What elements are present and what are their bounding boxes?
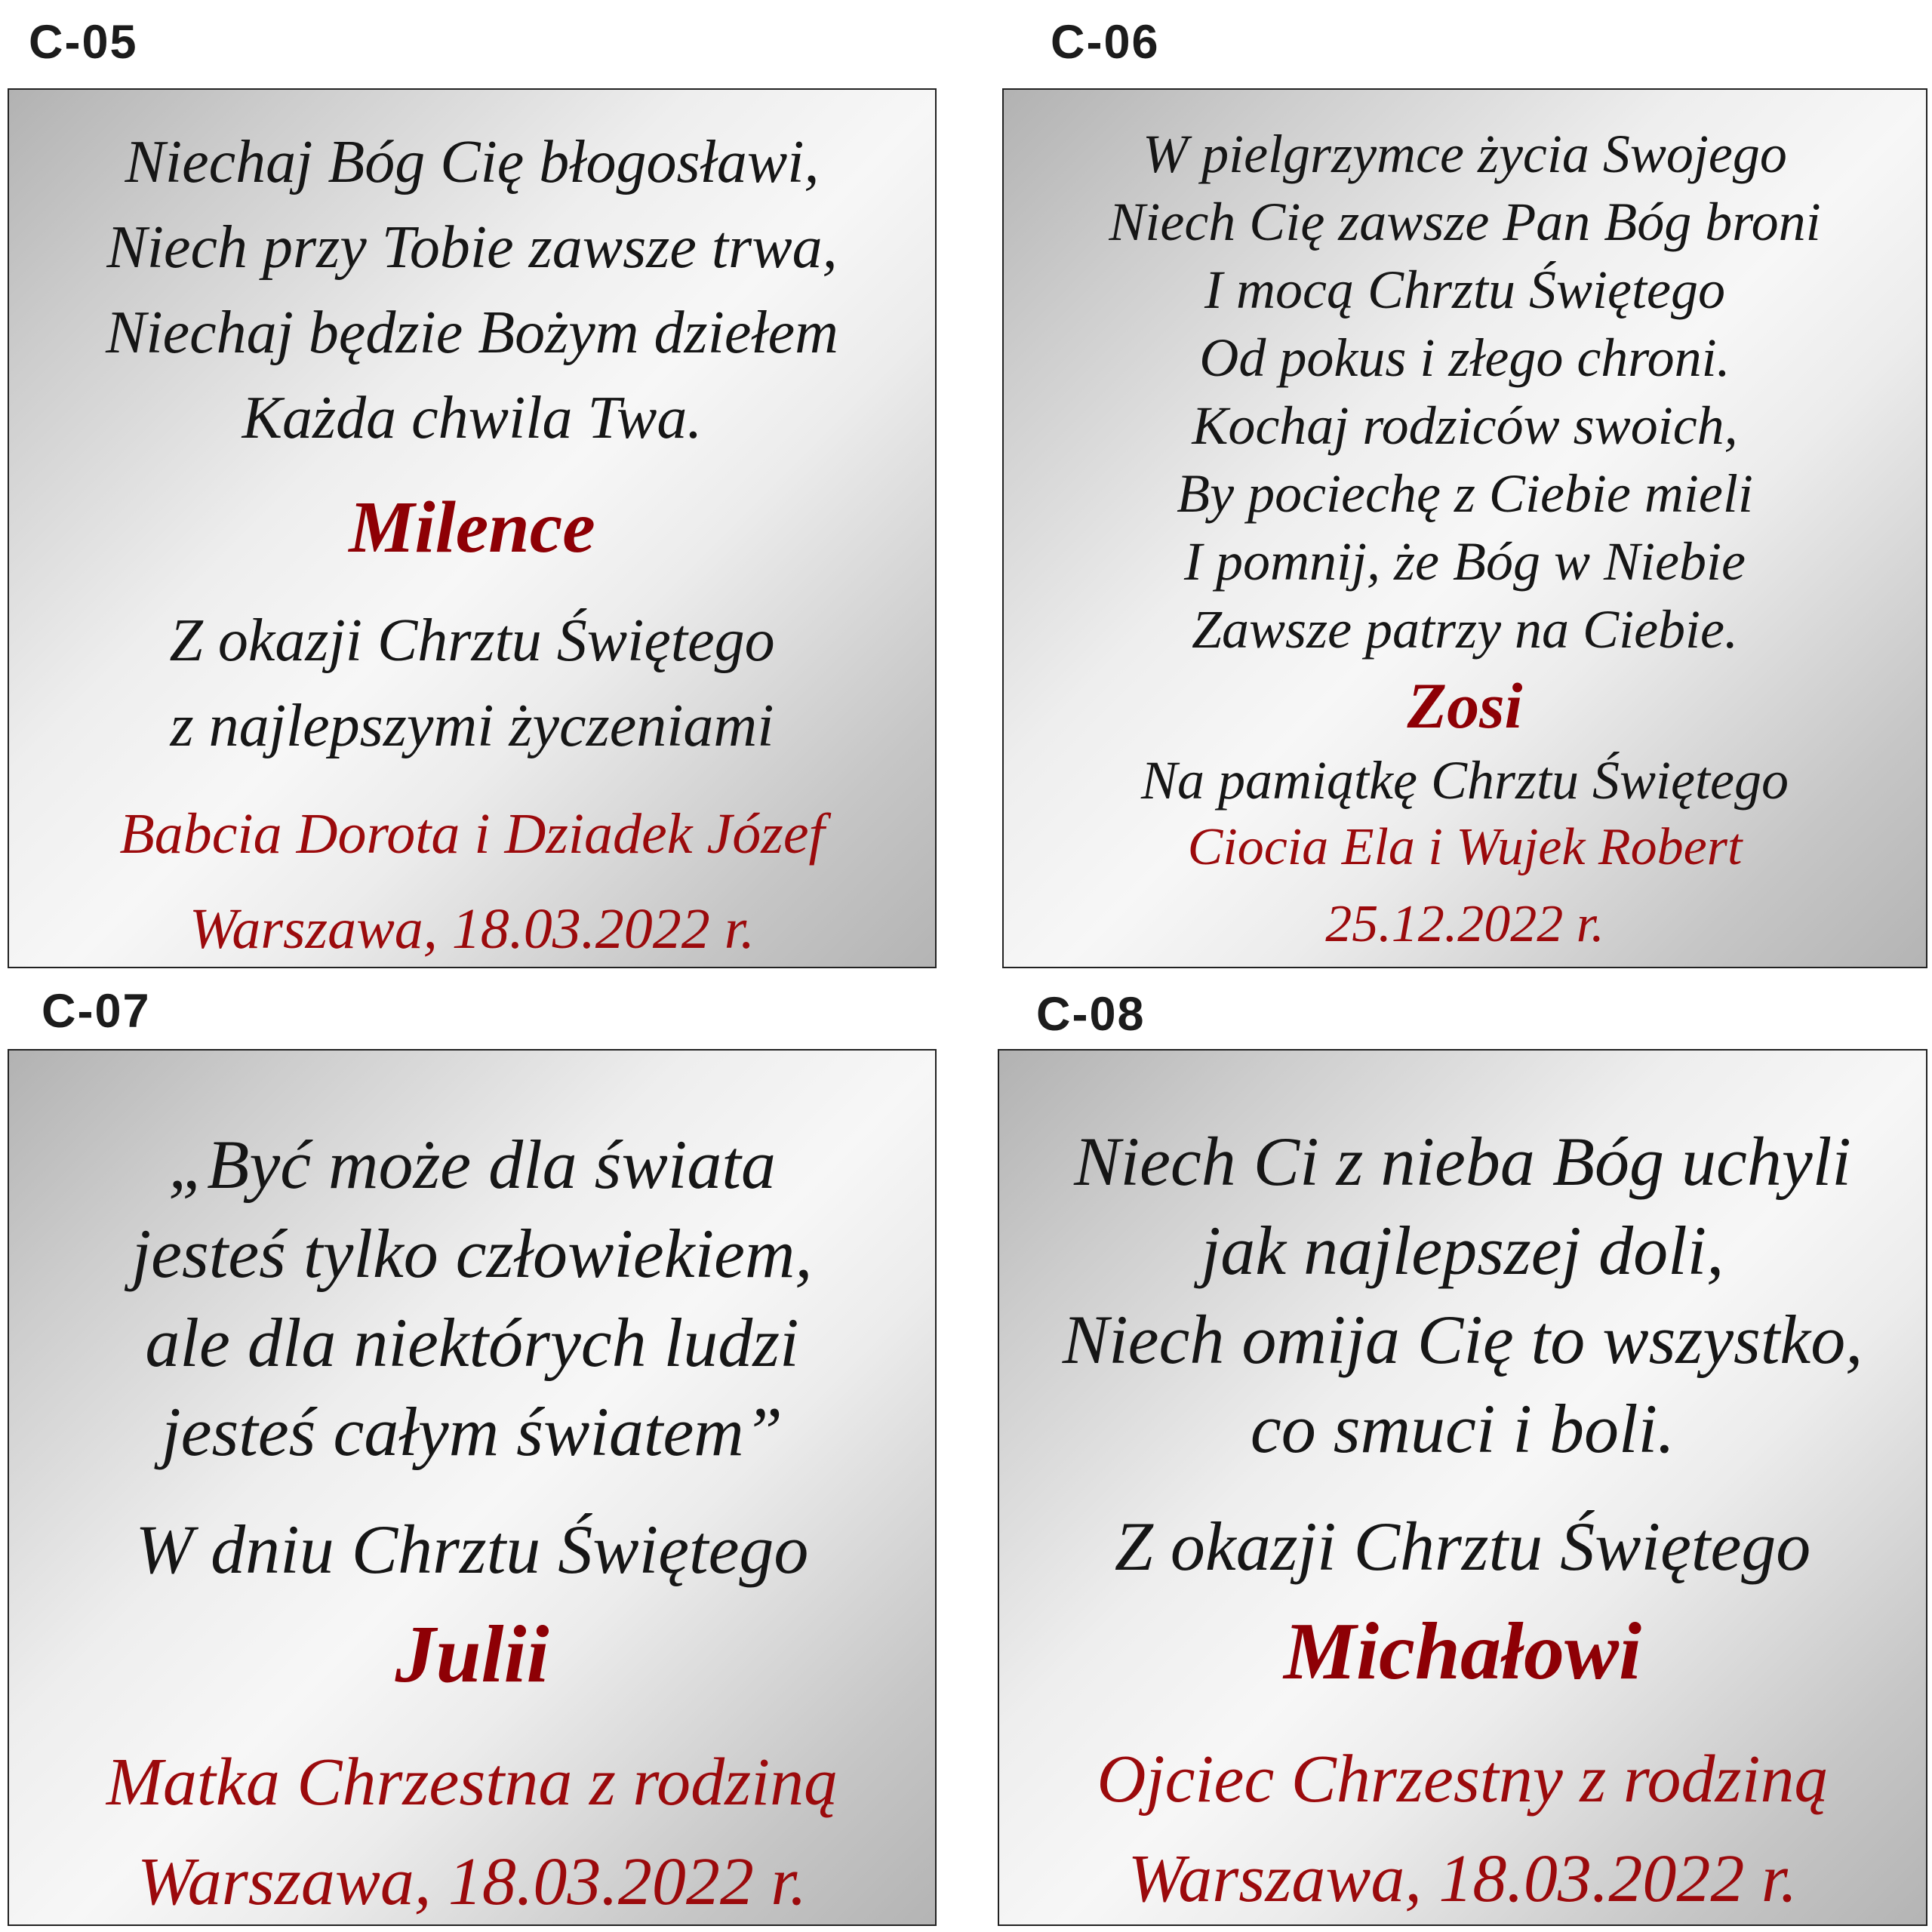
verse-line: Każda chwila Twa. [242, 385, 703, 451]
greeting-card [998, 1049, 1927, 1926]
verse-line: Od pokus i złego chroni. [1199, 328, 1730, 388]
verse-line: Niech Ci z nieba Bóg uchyli [1074, 1123, 1851, 1200]
quote-line: ale dla niektórych ludzi [145, 1304, 799, 1381]
signature-line: Ciocia Ela i Wujek Robert [1187, 818, 1743, 876]
verse-line: co smuci i boli. [1250, 1390, 1675, 1467]
place-date-line: Warszawa, 18.03.2022 r. [189, 897, 755, 961]
verse-line: I pomnij, że Bóg w Niebie [1184, 531, 1746, 592]
signature-line: Matka Chrzestna z rodziną [106, 1745, 838, 1820]
place-date-line: Warszawa, 18.03.2022 r. [137, 1844, 807, 1919]
verse-line: W pielgrzymce życia Swojego [1143, 124, 1787, 184]
verse-line: Niech przy Tobie zawsze trwa, [106, 214, 838, 281]
occasion-line: W dniu Chrztu Świętego [135, 1511, 809, 1588]
verse-line: Niech Cię zawsze Pan Bóg broni [1109, 192, 1821, 252]
verse-line: By pociechę z Ciebie mieli [1177, 463, 1753, 524]
greeting-card [1002, 88, 1927, 968]
quote-line: jesteś tylko człowiekiem, [131, 1215, 813, 1292]
plate-code-label: C-07 [42, 985, 151, 1038]
verse-line: Niechaj Bóg Cię błogosławi, [125, 129, 820, 195]
verse-line: I mocą Chrztu Świętego [1204, 260, 1725, 320]
greeting-card [8, 88, 937, 968]
plate-code-label: C-05 [29, 16, 138, 69]
verse-line: Niech omija Cię to wszystko, [1062, 1301, 1863, 1378]
recipient-name: Michałowi [1283, 1607, 1642, 1697]
plate-code-label: C-08 [1036, 988, 1146, 1041]
verse-line: Niechaj będzie Bożym dziełem [106, 300, 838, 366]
recipient-name: Julii [395, 1610, 549, 1700]
recipient-name: Zosi [1407, 669, 1523, 742]
occasion-line: Na pamiątkę Chrztu Świętego [1141, 750, 1789, 811]
wishes-line: z najlepszymi życzeniami [170, 693, 774, 759]
quote-line: „Być może dla świata [168, 1126, 776, 1203]
verse-line: Kochaj rodziców swoich, [1192, 395, 1738, 456]
signature-line: Babcia Dorota i Dziadek Józef [119, 802, 825, 866]
occasion-line: Z okazji Chrztu Świętego [169, 608, 775, 674]
verse-line: Zawsze patrzy na Ciebie. [1191, 599, 1738, 660]
date-line: 25.12.2022 r. [1325, 895, 1604, 953]
signature-line: Ojciec Chrzestny z rodziną [1097, 1742, 1829, 1817]
place-date-line: Warszawa, 18.03.2022 r. [1128, 1841, 1798, 1916]
quote-line: jesteś całym światem” [162, 1393, 783, 1470]
plate-code-label: C-06 [1051, 16, 1160, 69]
occasion-line: Z okazji Chrztu Świętego [1114, 1508, 1811, 1585]
recipient-name: Milence [349, 487, 595, 568]
verse-line: jak najlepszej doli, [1201, 1212, 1724, 1289]
greeting-card [8, 1049, 937, 1926]
